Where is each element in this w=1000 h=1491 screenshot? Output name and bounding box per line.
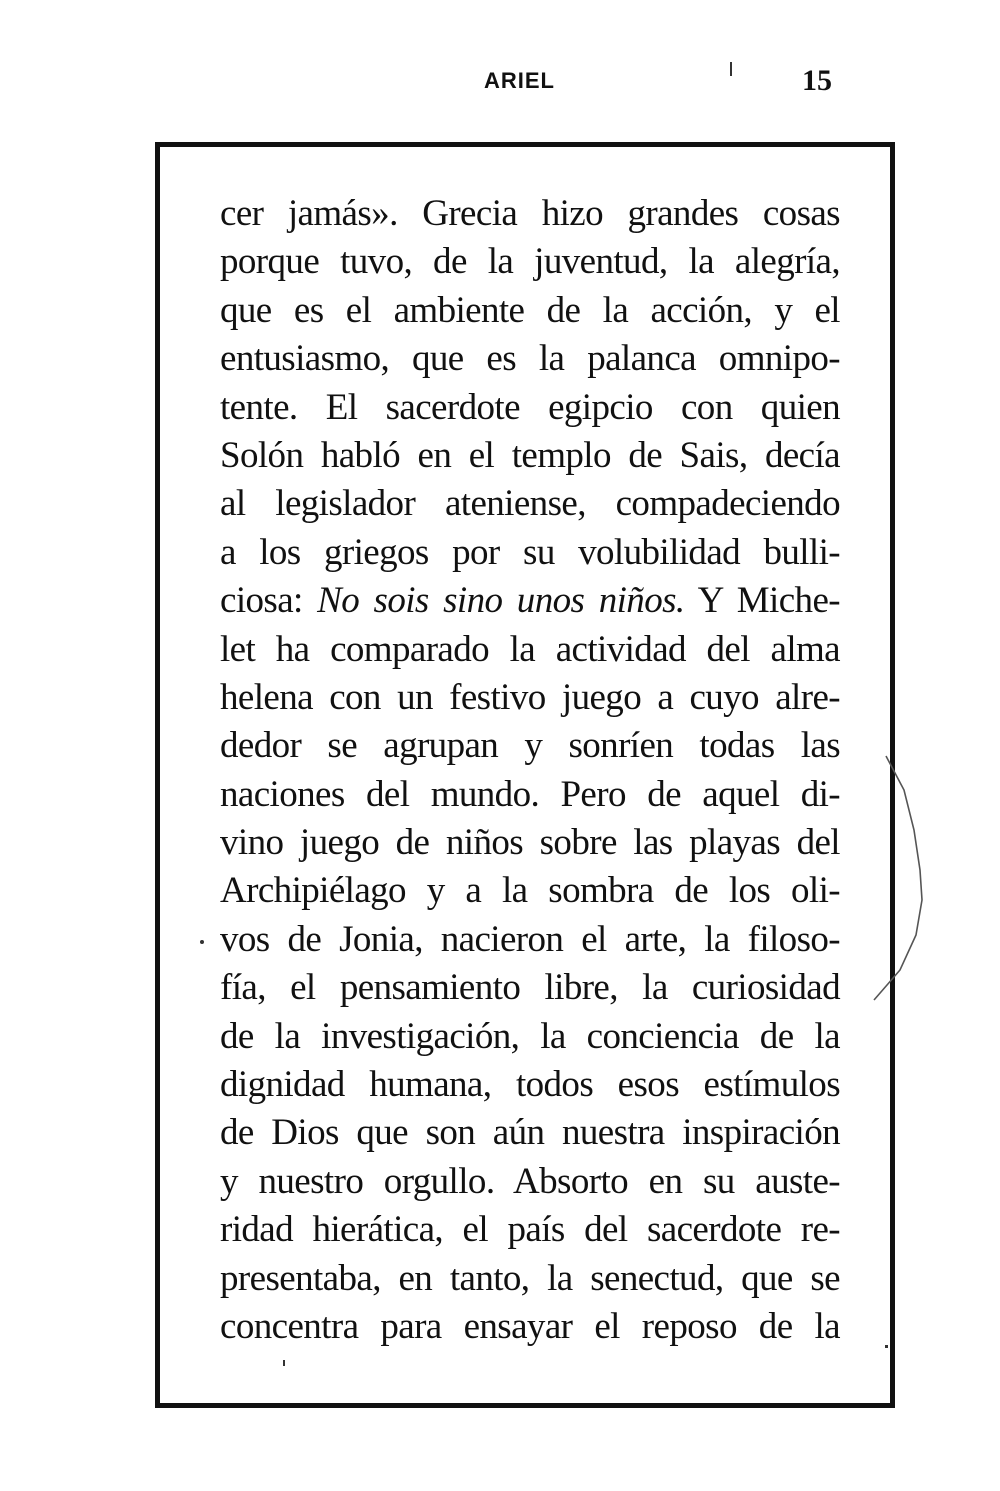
- text-line-21: y nuestro orgullo. Absorto en su auste-: [220, 1160, 840, 1202]
- text-line-23: presentaba, en tanto, la senectud, que se: [220, 1257, 840, 1299]
- text-line-22: ridad hierática, el país del sacerdote re-: [220, 1209, 840, 1251]
- text-line-3: que es el ambiente de la acción, y el: [220, 289, 840, 331]
- text-line-20: de Dios que son aún nuestra inspiración: [220, 1112, 840, 1154]
- text-line-11: helena con un festivo juego a cuyo alre-: [220, 676, 840, 718]
- scan-speck: [885, 1345, 888, 1348]
- scan-speck: [283, 1360, 285, 1366]
- text-line-13: naciones del mundo. Pero de aquel di-: [220, 773, 840, 815]
- text-line-2: porque tuvo, de la juventud, la alegría,: [220, 241, 840, 283]
- scan-speck: [200, 940, 204, 944]
- text-line-16: vos de Jonia, nacieron el arte, la filoso-: [220, 918, 840, 960]
- text-line-7: al legislador ateniense, compadeciendo: [220, 483, 840, 525]
- text-line-4: entusiasmo, que es la palanca omnipo-: [220, 338, 840, 380]
- margin-pencil-marks: [870, 750, 940, 1010]
- body-text: [220, 190, 840, 1351]
- italic-quote: No sois sino unos niños.: [317, 580, 685, 622]
- text-line-6: Solón habló en el templo de Sais, decía: [220, 434, 840, 476]
- text-line-8: a los griegos por su volubilidad bulli-: [220, 531, 840, 573]
- text-line-19: dignidad humana, todos esos estímulos: [220, 1064, 840, 1106]
- text-line-12: dedor se agrupan y sonríen todas las: [220, 725, 840, 767]
- running-head: [0, 62, 1000, 102]
- page-number: 15: [802, 64, 832, 97]
- text-line-9: [220, 577, 840, 625]
- text-line-18: de la investigación, la conciencia de la: [220, 1015, 840, 1057]
- text-line-10: let ha comparado la actividad del alma: [220, 628, 840, 670]
- text-line-1: cer jamás». Grecia hizo grandes cosas: [220, 193, 840, 234]
- text-line-9-end: Y Miche-: [684, 580, 840, 622]
- running-title: ARIEL: [484, 68, 555, 93]
- text-line-17: fía, el pensamiento libre, la curiosidad: [220, 967, 840, 1009]
- text-line-24: concentra para ensayar el reposo de la: [220, 1305, 840, 1347]
- text-line-14: vino juego de niños sobre las playas del: [220, 822, 840, 864]
- text-line-15: Archipiélago y a la sombra de los oli-: [220, 870, 840, 912]
- margin-mark-curve: [874, 756, 922, 1000]
- text-line-5: tente. El sacerdote egipcio con quien: [220, 386, 840, 428]
- text-line-9-start: ciosa:: [220, 580, 318, 622]
- scan-speck: [730, 62, 732, 76]
